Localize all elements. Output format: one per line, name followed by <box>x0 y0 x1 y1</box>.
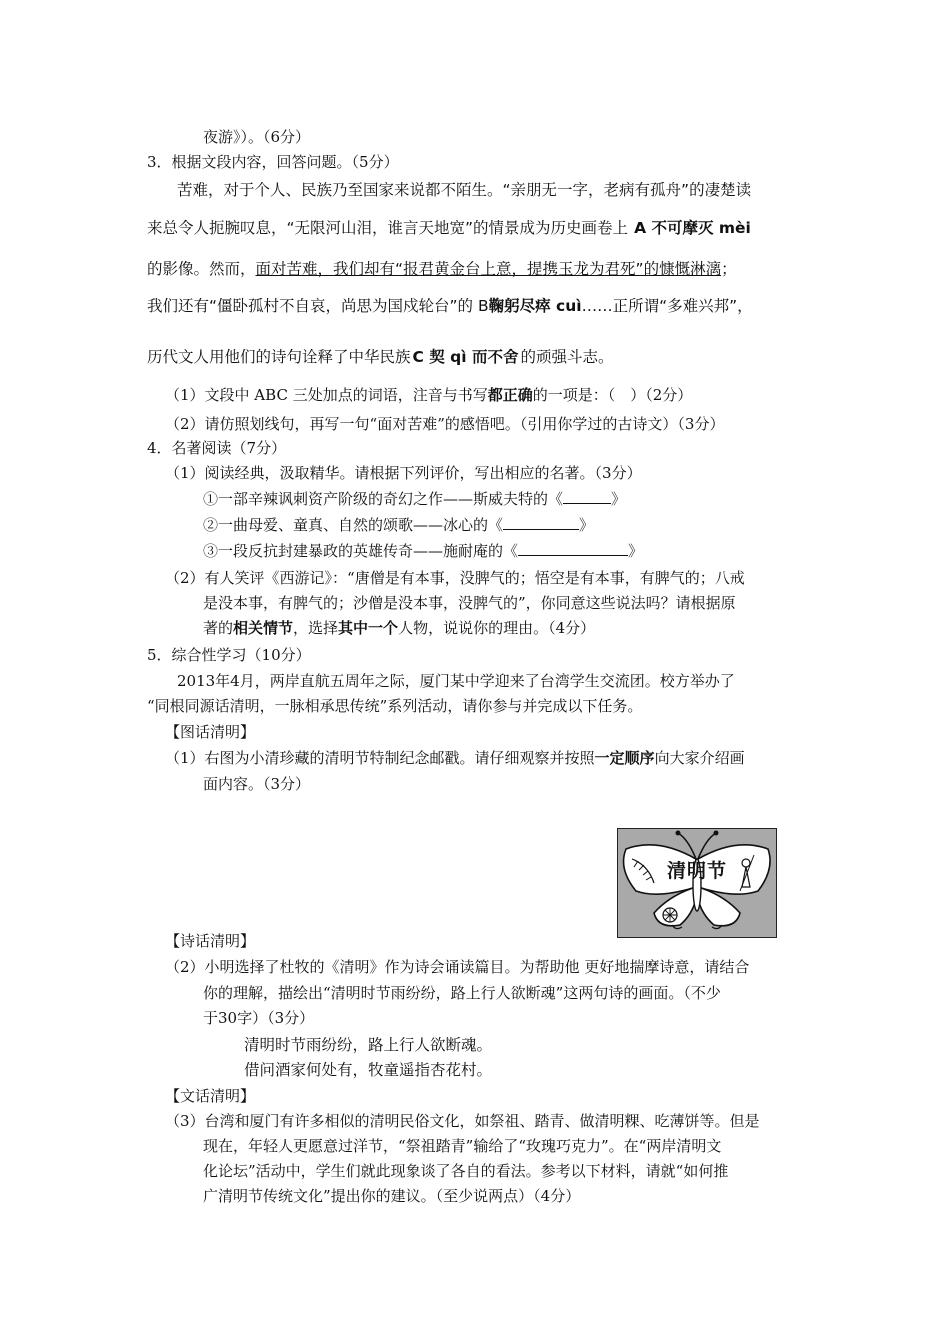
q3-passage-text: ； <box>721 260 737 278</box>
q4-text: 人物，说说你的理由。（4分） <box>398 619 596 637</box>
q4-sub-1: （1）阅读经典，汲取精华。请根据下列评价，写出相应的名著。（3分） <box>165 464 642 482</box>
q4-title: 4．名著阅读（7分） <box>147 439 287 457</box>
q3-passage-line-3 <box>147 259 737 279</box>
q3-passage-line-2 <box>147 218 751 238</box>
q4-sub-2-line-2: 是没本事，有脾气的；沙僧是没本事，没脾气的”，你同意这些说法吗？请根据原 <box>203 594 736 612</box>
q3-passage-text: 历代文人用他们的诗句诠释了中华民族 <box>147 348 411 366</box>
section-heading: 【诗话清明】 <box>165 932 256 950</box>
q5-sub-3-line-4: 广清明节传统文化”提出你的建议。（至少说两点）（4分） <box>203 1187 581 1205</box>
answer-blank[interactable] <box>563 489 611 504</box>
q3-passage-text: ……正所谓“多难兴邦”， <box>581 297 753 315</box>
q3-sub-1-text: （1）文段中 ABC 三处加点的词语，注音与书写 <box>165 386 488 404</box>
q4-item-text: ③一段反抗封建暴政的英雄传奇——施耐庵的《 <box>203 542 519 560</box>
q5-title: 5．综合性学习（10分） <box>147 646 311 664</box>
q3-passage-text: 的顽强斗志。 <box>520 348 614 366</box>
q3-sub-1 <box>165 385 692 405</box>
q5-sub-2-line-3: 于30字）（3分） <box>203 1009 315 1027</box>
q3-passage-text: 来总令人扼腕叹息，“无限河山泪，谁言天地宽”的情景成为历史画卷上 <box>147 219 629 237</box>
q5-intro-line-1: 2013年4月，两岸直航五周年之际，厦门某中学迎来了台湾学生交流团。校方举办了 <box>177 672 735 690</box>
q4-item-text: ②一曲母爱、童真、自然的颂歌——冰心的《 <box>203 516 504 534</box>
continued-line: 夜游》）。（6分） <box>203 128 311 146</box>
q5-sub-1-line-2: 面内容。（3分） <box>203 775 311 793</box>
q3-option-c: C 契 qì 而不舍 <box>412 348 519 366</box>
q3-passage-line-1: 苦难，对于个人、民族乃至国家来说都不陌生。“亲朋无一字，老病有孤舟”的凄楚读 <box>177 181 752 199</box>
section-heading: 【文话清明】 <box>165 1087 256 1105</box>
q5-sub-2-line-1: （2）小明选择了杜牧的《清明》作为诗会诵读篇目。为帮助他 更好地揣摩诗意，请结合 <box>165 958 750 976</box>
q3-sub-2-note: （引用你学过的古诗文） <box>519 415 678 433</box>
q3-sub-1-emphasis: 都正确 <box>487 386 533 404</box>
q5-text: （1）右图为小清珍藏的清明节特制纪念邮戳。请仔细观察并按照 <box>165 749 595 767</box>
answer-blank[interactable] <box>503 515 579 530</box>
q4-item-close: 》 <box>611 490 627 508</box>
q3-sub-1-text: 的一项是：（ ）（2分） <box>532 386 693 404</box>
q4-item-3 <box>203 541 643 561</box>
q4-item-close: 》 <box>579 516 595 534</box>
q5-sub-3-line-3: 化论坛”活动中，学生们就此现象谈了各自的看法。参考以下材料，请就“如何推 <box>203 1162 729 1180</box>
q5-sub-2-line-2: 你的理解，描绘出“清明时节雨纷纷，路上行人欲断魂”这两句诗的画面。（不少 <box>203 984 721 1002</box>
q5-sub-3-line-2: 现在，年轻人更愿意过洋节，“祭祖踏青”输给了“玫瑰巧克力”。在“两岸清明文 <box>203 1137 722 1155</box>
stamp-lettering: 清明节 <box>666 860 728 882</box>
q3-passage-line-4 <box>147 296 753 316</box>
q4-sub-2-line-1: （2）有人笑评《西游记》：“唐僧是有本事，没脾气的；悟空是有本事，有脾气的；八戒 <box>165 569 745 587</box>
q4-emphasis: 相关情节 <box>233 619 294 637</box>
q3-sub-2-text: （2）请仿照划线句，再写一句“面对苦难”的感悟吧。 <box>165 415 520 433</box>
q3-passage-text: 我们还有“僵卧孤村不自哀，尚思为国戍轮台”的 B <box>147 297 489 315</box>
q3-sub-2 <box>165 414 724 434</box>
q4-sub-2-line-3 <box>203 618 595 638</box>
q5-intro-line-2: “同根同源话清明，一脉相承思传统”系列活动，请你参与并完成以下任务。 <box>147 697 643 715</box>
q3-passage-text: 的影像。然而， <box>147 260 256 278</box>
q4-item-2 <box>203 515 594 535</box>
q4-item-close: 》 <box>628 542 644 560</box>
q5-sub-3-line-1: （3）台湾和厦门有许多相似的清明民俗文化，如祭祖、踏青、做清明粿、吃薄饼等。但是 <box>165 1112 760 1130</box>
poem-line-2: 借问酒家何处有，牧童遥指杏花村。 <box>244 1061 493 1079</box>
butterfly-postmark-icon <box>618 829 775 936</box>
q4-text: ，选择 <box>293 619 339 637</box>
q3-underlined-sentence: 面对苦难，我们却有“报君黄金台上意，提携玉龙为君死”的慷慨淋漓 <box>255 260 722 278</box>
q3-passage-line-5 <box>147 347 614 367</box>
q4-emphasis: 其中一个 <box>338 619 399 637</box>
answer-blank[interactable] <box>518 541 628 556</box>
q5-sub-1-line-1 <box>165 748 745 768</box>
poem-line-1: 清明时节雨纷纷，路上行人欲断魂。 <box>244 1036 493 1054</box>
q3-option-b: 鞠躬尽瘁 cuì <box>488 297 582 315</box>
q4-text: 著的 <box>203 619 234 637</box>
q3-sub-2-score: （3分） <box>677 415 725 433</box>
qingming-stamp-image <box>617 828 777 938</box>
q5-text: 向大家介绍画 <box>654 749 745 767</box>
q4-item-1 <box>203 489 626 509</box>
q4-item-text: ①一部辛辣讽刺资产阶级的奇幻之作——斯威夫特的《 <box>203 490 564 508</box>
q3-title: 3．根据文段内容，回答问题。（5分） <box>147 153 399 171</box>
q5-emphasis: 一定顺序 <box>594 749 655 767</box>
section-heading: 【图话清明】 <box>165 723 256 741</box>
q3-option-a: A 不可摩灭 mèi <box>634 219 751 237</box>
